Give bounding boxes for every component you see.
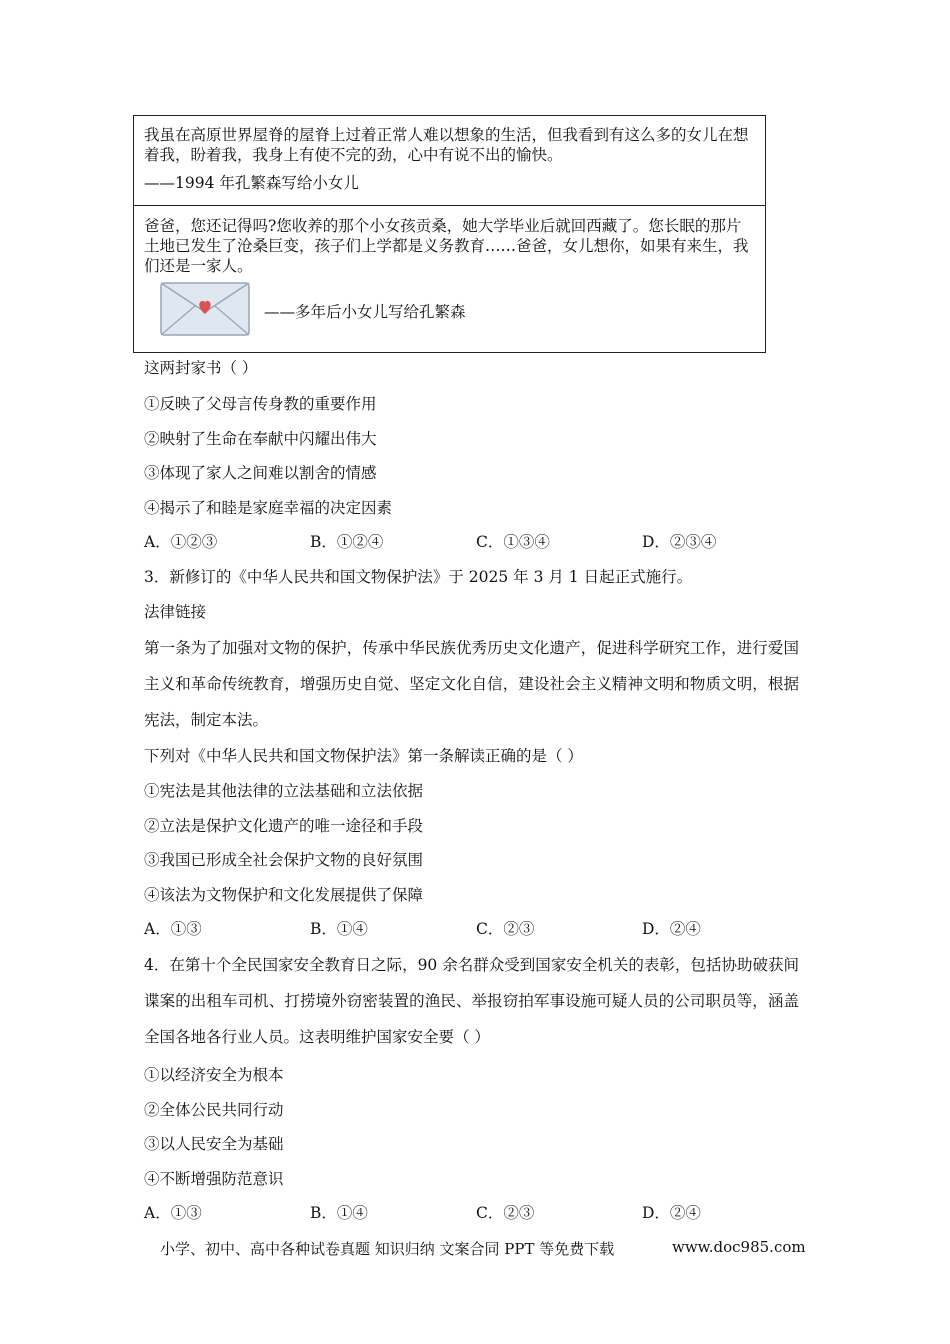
q3-item-2: ②立法是保护文化遗产的唯一途径和手段: [144, 817, 424, 835]
letter-daughter-text: 爸爸，您还记得吗?您收养的那个小女孩贡桑，她大学毕业后就回西藏了。您长眠的那片土地已发生了沧桑巨变，孩子们上学都是义务教育……爸爸，女儿想你，如果有来生，我们还是一家人。: [144, 217, 749, 275]
q2-stem: 这两封家书（ ）: [144, 359, 258, 377]
footer-text: 小学、初中、高中各种试卷真题 知识归纳 文案合同 PPT 等免费下载: [160, 1240, 615, 1258]
q3-item-3: ③我国已形成全社会保护文物的良好氛围: [144, 851, 424, 869]
q4-item-3: ③以人民安全为基础: [144, 1135, 284, 1153]
q2-item-1: ①反映了父母言传身教的重要作用: [144, 395, 377, 413]
q2-option-b[interactable]: B．①②④: [310, 533, 384, 551]
letter-box-daughter: [133, 205, 766, 353]
q4-item-2: ②全体公民共同行动: [144, 1101, 284, 1119]
letter-father-signature: ——1994 年孔繁森写给小女儿: [144, 174, 359, 192]
q2-option-d[interactable]: D．②③④: [642, 533, 717, 551]
letter-daughter-signature: ——多年后小女儿写给孔繁森: [264, 303, 466, 321]
envelope-heart-icon: [160, 282, 250, 336]
letter-box-father: [133, 115, 766, 206]
q3-item-4: ④该法为文物保护和文化发展提供了保障: [144, 886, 424, 904]
q3-question: 下列对《中华人民共和国文物保护法》第一条解读正确的是（ ）: [144, 747, 583, 765]
q4-item-1: ①以经济安全为根本: [144, 1066, 284, 1084]
footer-url-link[interactable]: www.doc985.com: [672, 1238, 806, 1256]
q4-item-4: ④不断增强防范意识: [144, 1170, 284, 1188]
q4-option-b[interactable]: B．①④: [310, 1204, 368, 1222]
q3-option-b[interactable]: B．①④: [310, 920, 368, 938]
q2-option-a[interactable]: A．①②③: [144, 533, 218, 551]
q4-option-a[interactable]: A．①③: [144, 1204, 202, 1222]
q2-option-c[interactable]: C．①③④: [476, 533, 550, 551]
q3-link-title: 法律链接: [144, 603, 207, 621]
q3-option-d[interactable]: D．②④: [642, 920, 701, 938]
q3-option-a[interactable]: A．①③: [144, 920, 202, 938]
q3-stem: 3．新修订的《中华人民共和国文物保护法》于 2025 年 3 月 1 日起正式施行。: [144, 568, 693, 586]
q3-item-1: ①宪法是其他法律的立法基础和立法依据: [144, 782, 424, 800]
q2-item-4: ④揭示了和睦是家庭幸福的决定因素: [144, 499, 393, 517]
letter-father-text: 我虽在高原世界屋脊的屋脊上过着正常人难以想象的生活，但我看到有这么多的女儿在想着我，盼着我，我身上有使不完的劲，心中有说不出的愉快。: [144, 126, 749, 164]
q2-item-2: ②映射了生命在奉献中闪耀出伟大: [144, 430, 377, 448]
q3-article: 第一条为了加强对文物的保护，传承中华民族优秀历史文化遗产，促进科学研究工作，进行爱国主义和革命传统教育，增强历史自觉、坚定文化自信，建设社会主义精神文明和物质文明，根据宪法，制定本法。: [144, 639, 799, 729]
q4-option-c[interactable]: C．②③: [476, 1204, 535, 1222]
q2-item-3: ③体现了家人之间难以割舍的情感: [144, 464, 377, 482]
q3-option-c[interactable]: C．②③: [476, 920, 535, 938]
q4-option-d[interactable]: D．②④: [642, 1204, 701, 1222]
q4-stem: 4．在第十个全民国家安全教育日之际，90 余名群众受到国家安全机关的表彰，包括协助破获间谍案的出租车司机、打捞境外窃密装置的渔民、举报窃拍军事设施可疑人员的公司职员等，涵盖全国各地各行业人员。这表明维护国家安全要（ ）: [144, 956, 799, 1046]
